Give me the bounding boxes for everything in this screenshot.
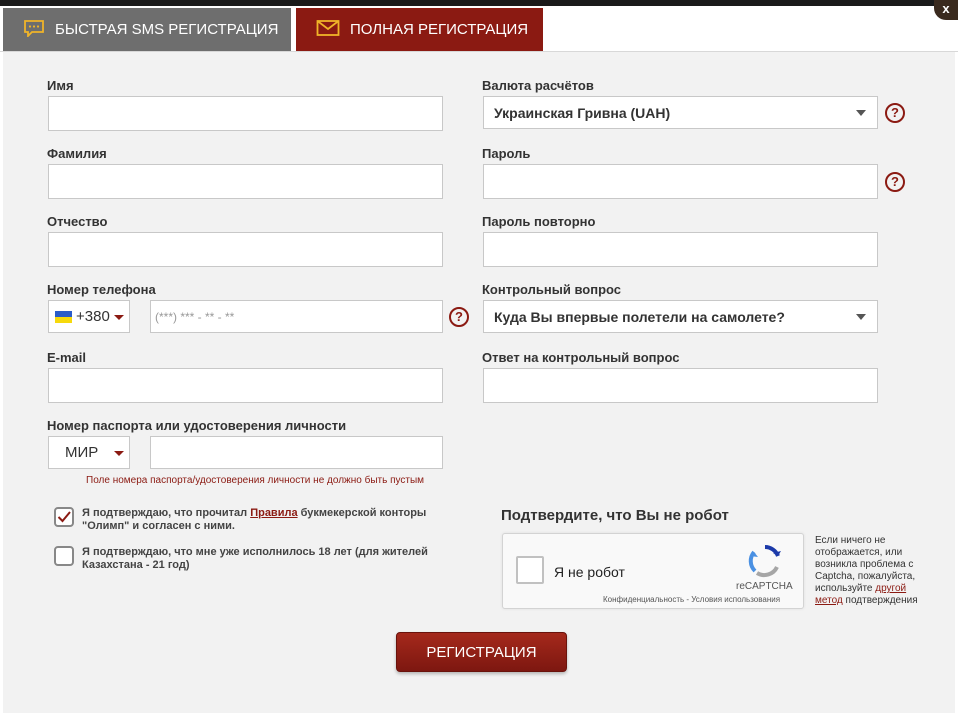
phone-label: Номер телефона [47, 282, 156, 297]
currency-select[interactable] [483, 96, 878, 129]
password-label: Пароль [482, 146, 531, 161]
email-label: E-mail [47, 350, 87, 365]
password-repeat-input[interactable] [483, 232, 878, 267]
recaptcha-brand: reCAPTCHA [736, 581, 793, 592]
registration-tabs [0, 8, 958, 52]
recaptcha-widget [502, 533, 804, 609]
phone-help-icon[interactable]: ? [449, 307, 469, 327]
captcha-note-suffix: подтверждения [845, 595, 918, 606]
currency-value: Украинская Гривна (UAH) [494, 104, 671, 121]
phone-code-value: +380 [76, 308, 110, 325]
chevron-down-icon [856, 314, 866, 320]
recaptcha-label: Я не робот [554, 564, 625, 580]
phone-input[interactable] [150, 300, 443, 333]
security-answer-label: Ответ на контрольный вопрос [482, 350, 680, 365]
rules-checkbox[interactable] [54, 507, 74, 527]
top-strip [0, 0, 958, 6]
security-answer-input[interactable] [483, 368, 878, 403]
phone-country-select[interactable] [48, 300, 130, 333]
first-name-label: Имя [47, 78, 74, 93]
patronymic-label: Отчество [47, 214, 108, 229]
phone-placeholder: (***) *** - ** - ** [155, 309, 235, 324]
recaptcha-logo-icon [747, 543, 783, 579]
security-question-select[interactable] [483, 300, 878, 333]
last-name-label: Фамилия [47, 146, 107, 161]
close-icon: x [942, 1, 950, 16]
document-type-select[interactable] [48, 436, 130, 469]
recaptcha-checkbox[interactable] [516, 556, 544, 584]
checkmark-icon [56, 509, 72, 525]
ukraine-flag-icon [55, 311, 72, 323]
patronymic-input[interactable] [48, 232, 443, 267]
tab-sms-registration[interactable] [3, 8, 291, 51]
rules-prefix: Я подтверждаю, что прочитал [82, 507, 248, 519]
captcha-note [815, 535, 930, 607]
email-input[interactable] [48, 368, 443, 403]
chevron-down-icon [856, 110, 866, 116]
currency-help-icon[interactable]: ? [885, 103, 905, 123]
captcha-title: Подтвердите, что Вы не робот [501, 507, 729, 524]
password-input[interactable] [483, 164, 878, 199]
rules-suffix: букмекерской конторы "Олимп" и согласен с ними. [82, 507, 427, 532]
first-name-input[interactable] [48, 96, 443, 131]
security-question-value: Куда Вы впервые полетели на самолете? [494, 308, 785, 325]
captcha-note-prefix: Если ничего не отображается, или возникла проблема с Captcha, пожалуйста, используйте [815, 535, 916, 594]
envelope-icon [316, 19, 340, 41]
register-button-label: РЕГИСТРАЦИЯ [426, 643, 537, 661]
rules-agreement-text [82, 507, 472, 533]
password-help-icon[interactable]: ? [885, 172, 905, 192]
tab-full-label: ПОЛНАЯ РЕГИСТРАЦИЯ [350, 21, 529, 38]
register-button[interactable] [396, 632, 567, 672]
tab-full-registration[interactable] [296, 8, 543, 51]
tab-sms-label: БЫСТРАЯ SMS РЕГИСТРАЦИЯ [55, 21, 279, 38]
rules-link[interactable]: Правила [250, 507, 298, 519]
registration-form [3, 52, 955, 713]
currency-label: Валюта расчётов [482, 78, 594, 93]
age-agreement-text: Я подтверждаю, что мне уже исполнилось 18 лет (для жителей Казахстана - 21 год) [82, 546, 428, 571]
document-type-value: МИР [65, 444, 99, 461]
age-checkbox[interactable] [54, 546, 74, 566]
chevron-down-icon [114, 451, 124, 456]
password-repeat-label: Пароль повторно [482, 214, 596, 229]
chat-bubble-icon [23, 19, 45, 41]
passport-label: Номер паспорта или удостоверения личности [47, 418, 347, 433]
security-question-label: Контрольный вопрос [482, 282, 622, 297]
passport-error: Поле номера паспорта/удостоверения личности не должно быть пустым [86, 475, 425, 486]
chevron-down-icon [114, 315, 124, 320]
passport-input[interactable] [150, 436, 443, 469]
captcha-other-method-link[interactable]: другой метод [815, 583, 907, 606]
recaptcha-privacy[interactable]: Конфиденциальность - Условия использования [603, 595, 781, 604]
last-name-input[interactable] [48, 164, 443, 199]
